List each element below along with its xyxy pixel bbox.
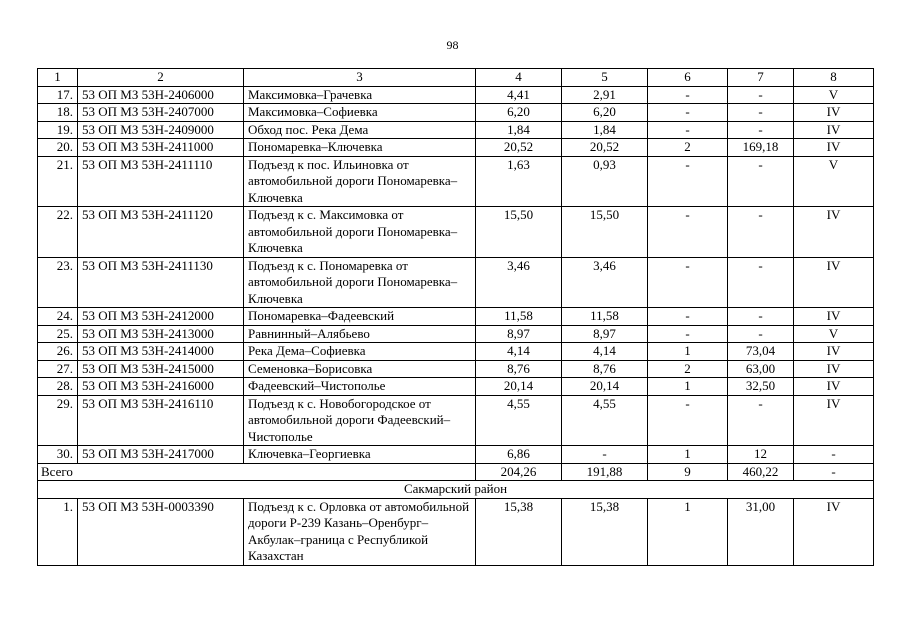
row-number-cell: 25. bbox=[38, 325, 78, 343]
bridges-length-cell: 31,00 bbox=[728, 498, 794, 565]
row-number-cell: 18. bbox=[38, 104, 78, 122]
bridges-count-cell: - bbox=[648, 86, 728, 104]
header-cell: 6 bbox=[648, 69, 728, 87]
category-cell: V bbox=[794, 156, 874, 207]
roads-table bbox=[37, 68, 874, 566]
header-cell: 2 bbox=[78, 69, 244, 87]
length-paved-cell: 4,14 bbox=[562, 343, 648, 361]
road-code-cell: 53 ОП МЗ 53Н-0003390 bbox=[78, 498, 244, 565]
category-cell: IV bbox=[794, 257, 874, 308]
length-total-cell: 8,97 bbox=[476, 325, 562, 343]
bridges-length-cell: - bbox=[728, 308, 794, 326]
category-cell: IV bbox=[794, 139, 874, 157]
row-number-cell: 24. bbox=[38, 308, 78, 326]
road-code-cell: 53 ОП МЗ 53Н-2416000 bbox=[78, 378, 244, 396]
length-total-cell: 4,41 bbox=[476, 86, 562, 104]
bridges-count-cell: 2 bbox=[648, 360, 728, 378]
bridges-length-cell: - bbox=[728, 207, 794, 258]
category-cell: IV bbox=[794, 207, 874, 258]
road-code-cell: 53 ОП МЗ 53Н-2409000 bbox=[78, 121, 244, 139]
header-cell: 4 bbox=[476, 69, 562, 87]
bridges-count-cell: 1 bbox=[648, 446, 728, 464]
row-number-cell: 17. bbox=[38, 86, 78, 104]
total-label: Всего bbox=[38, 463, 476, 481]
header-cell: 8 bbox=[794, 69, 874, 87]
table-row bbox=[38, 139, 874, 157]
bridges-count-cell: - bbox=[648, 121, 728, 139]
table-row bbox=[38, 498, 874, 565]
length-paved-cell: 6,20 bbox=[562, 104, 648, 122]
road-name-cell: Семеновка–Борисовка bbox=[244, 360, 476, 378]
length-paved-cell: 20,52 bbox=[562, 139, 648, 157]
road-name-cell: Подъезд к с. Орловка от автомобильной дороги Р-239 Казань–Оренбург–Акбулак–граница с Республикой Казахстан bbox=[244, 498, 476, 565]
row-number-cell: 1. bbox=[38, 498, 78, 565]
road-name-cell: Пономаревка–Ключевка bbox=[244, 139, 476, 157]
category-cell: IV bbox=[794, 104, 874, 122]
bridges-count-cell: - bbox=[648, 325, 728, 343]
section-title: Сакмарский район bbox=[38, 481, 874, 499]
category-cell: IV bbox=[794, 343, 874, 361]
road-code-cell: 53 ОП МЗ 53Н-2406000 bbox=[78, 86, 244, 104]
road-name-cell: Обход пос. Река Дема bbox=[244, 121, 476, 139]
bridges-length-cell: 63,00 bbox=[728, 360, 794, 378]
length-total-cell: 4,55 bbox=[476, 395, 562, 446]
road-name-cell: Река Дема–Софиевка bbox=[244, 343, 476, 361]
table-row bbox=[38, 360, 874, 378]
length-total-cell: 6,86 bbox=[476, 446, 562, 464]
road-name-cell: Максимовка–Грачевка bbox=[244, 86, 476, 104]
row-number-cell: 21. bbox=[38, 156, 78, 207]
length-total-cell: 4,14 bbox=[476, 343, 562, 361]
total-value-cell: 9 bbox=[648, 463, 728, 481]
length-paved-cell: 11,58 bbox=[562, 308, 648, 326]
road-code-cell: 53 ОП МЗ 53Н-2412000 bbox=[78, 308, 244, 326]
length-total-cell: 1,63 bbox=[476, 156, 562, 207]
road-name-cell: Подъезд к с. Максимовка от автомобильной дороги Пономаревка–Ключевка bbox=[244, 207, 476, 258]
bridges-length-cell: - bbox=[728, 257, 794, 308]
table-row bbox=[38, 395, 874, 446]
row-number-cell: 30. bbox=[38, 446, 78, 464]
table-row bbox=[38, 121, 874, 139]
length-paved-cell: 8,97 bbox=[562, 325, 648, 343]
length-paved-cell: 4,55 bbox=[562, 395, 648, 446]
row-number-cell: 29. bbox=[38, 395, 78, 446]
length-total-cell: 3,46 bbox=[476, 257, 562, 308]
road-name-cell: Пономаревка–Фадеевский bbox=[244, 308, 476, 326]
road-name-cell: Равнинный–Алябьево bbox=[244, 325, 476, 343]
table-row bbox=[38, 207, 874, 258]
table-row bbox=[38, 378, 874, 396]
road-code-cell: 53 ОП МЗ 53Н-2411130 bbox=[78, 257, 244, 308]
section-row bbox=[38, 481, 874, 499]
total-value-cell: - bbox=[794, 463, 874, 481]
bridges-length-cell: 169,18 bbox=[728, 139, 794, 157]
bridges-count-cell: - bbox=[648, 104, 728, 122]
row-number-cell: 23. bbox=[38, 257, 78, 308]
road-code-cell: 53 ОП МЗ 53Н-2415000 bbox=[78, 360, 244, 378]
length-total-cell: 15,38 bbox=[476, 498, 562, 565]
length-paved-cell: 15,50 bbox=[562, 207, 648, 258]
length-total-cell: 1,84 bbox=[476, 121, 562, 139]
header-cell: 7 bbox=[728, 69, 794, 87]
bridges-count-cell: - bbox=[648, 395, 728, 446]
row-number-cell: 19. bbox=[38, 121, 78, 139]
row-number-cell: 20. bbox=[38, 139, 78, 157]
header-cell: 3 bbox=[244, 69, 476, 87]
length-total-cell: 20,14 bbox=[476, 378, 562, 396]
road-name-cell: Подъезд к пос. Ильиновка от автомобильной дороги Пономаревка–Ключевка bbox=[244, 156, 476, 207]
table-row bbox=[38, 104, 874, 122]
length-paved-cell: 2,91 bbox=[562, 86, 648, 104]
length-paved-cell: 15,38 bbox=[562, 498, 648, 565]
bridges-length-cell: 32,50 bbox=[728, 378, 794, 396]
row-number-cell: 26. bbox=[38, 343, 78, 361]
bridges-length-cell: 73,04 bbox=[728, 343, 794, 361]
table-row bbox=[38, 156, 874, 207]
road-code-cell: 53 ОП МЗ 53Н-2411000 bbox=[78, 139, 244, 157]
table-row bbox=[38, 257, 874, 308]
bridges-length-cell: - bbox=[728, 325, 794, 343]
road-code-cell: 53 ОП МЗ 53Н-2414000 bbox=[78, 343, 244, 361]
bridges-length-cell: 12 bbox=[728, 446, 794, 464]
bridges-length-cell: - bbox=[728, 395, 794, 446]
bridges-length-cell: - bbox=[728, 86, 794, 104]
total-value-cell: 204,26 bbox=[476, 463, 562, 481]
table-row bbox=[38, 446, 874, 464]
bridges-count-cell: - bbox=[648, 156, 728, 207]
row-number-cell: 28. bbox=[38, 378, 78, 396]
category-cell: IV bbox=[794, 498, 874, 565]
length-paved-cell: 8,76 bbox=[562, 360, 648, 378]
table-row bbox=[38, 86, 874, 104]
category-cell: IV bbox=[794, 395, 874, 446]
category-cell: V bbox=[794, 86, 874, 104]
category-cell: - bbox=[794, 446, 874, 464]
bridges-count-cell: 2 bbox=[648, 139, 728, 157]
bridges-length-cell: - bbox=[728, 104, 794, 122]
road-name-cell: Подъезд к с. Новобогородское от автомобильной дороги Фадеевский–Чистополье bbox=[244, 395, 476, 446]
road-code-cell: 53 ОП МЗ 53Н-2407000 bbox=[78, 104, 244, 122]
length-paved-cell: 0,93 bbox=[562, 156, 648, 207]
bridges-count-cell: - bbox=[648, 308, 728, 326]
road-code-cell: 53 ОП МЗ 53Н-2411110 bbox=[78, 156, 244, 207]
length-total-cell: 8,76 bbox=[476, 360, 562, 378]
road-name-cell: Подъезд к с. Пономаревка от автомобильной дороги Пономаревка–Ключевка bbox=[244, 257, 476, 308]
table-row bbox=[38, 343, 874, 361]
header-row bbox=[38, 69, 874, 87]
category-cell: IV bbox=[794, 121, 874, 139]
road-name-cell: Максимовка–Софиевка bbox=[244, 104, 476, 122]
row-number-cell: 27. bbox=[38, 360, 78, 378]
table-row bbox=[38, 308, 874, 326]
total-value-cell: 460,22 bbox=[728, 463, 794, 481]
category-cell: V bbox=[794, 325, 874, 343]
category-cell: IV bbox=[794, 378, 874, 396]
total-row bbox=[38, 463, 874, 481]
bridges-length-cell: - bbox=[728, 156, 794, 207]
category-cell: IV bbox=[794, 360, 874, 378]
road-code-cell: 53 ОП МЗ 53Н-2416110 bbox=[78, 395, 244, 446]
category-cell: IV bbox=[794, 308, 874, 326]
bridges-count-cell: - bbox=[648, 257, 728, 308]
length-total-cell: 15,50 bbox=[476, 207, 562, 258]
bridges-count-cell: 1 bbox=[648, 343, 728, 361]
header-cell: 1 bbox=[38, 69, 78, 87]
table-row bbox=[38, 325, 874, 343]
bridges-count-cell: 1 bbox=[648, 378, 728, 396]
bridges-count-cell: 1 bbox=[648, 498, 728, 565]
length-paved-cell: 1,84 bbox=[562, 121, 648, 139]
bridges-length-cell: - bbox=[728, 121, 794, 139]
road-code-cell: 53 ОП МЗ 53Н-2417000 bbox=[78, 446, 244, 464]
table-body bbox=[38, 69, 874, 566]
road-code-cell: 53 ОП МЗ 53Н-2411120 bbox=[78, 207, 244, 258]
road-code-cell: 53 ОП МЗ 53Н-2413000 bbox=[78, 325, 244, 343]
length-total-cell: 6,20 bbox=[476, 104, 562, 122]
bridges-count-cell: - bbox=[648, 207, 728, 258]
total-value-cell: 191,88 bbox=[562, 463, 648, 481]
length-paved-cell: 20,14 bbox=[562, 378, 648, 396]
length-total-cell: 11,58 bbox=[476, 308, 562, 326]
length-paved-cell: 3,46 bbox=[562, 257, 648, 308]
header-cell: 5 bbox=[562, 69, 648, 87]
row-number-cell: 22. bbox=[38, 207, 78, 258]
page-number: 98 bbox=[446, 38, 459, 52]
road-name-cell: Ключевка–Георгиевка bbox=[244, 446, 476, 464]
length-total-cell: 20,52 bbox=[476, 139, 562, 157]
length-paved-cell: - bbox=[562, 446, 648, 464]
road-name-cell: Фадеевский–Чистополье bbox=[244, 378, 476, 396]
